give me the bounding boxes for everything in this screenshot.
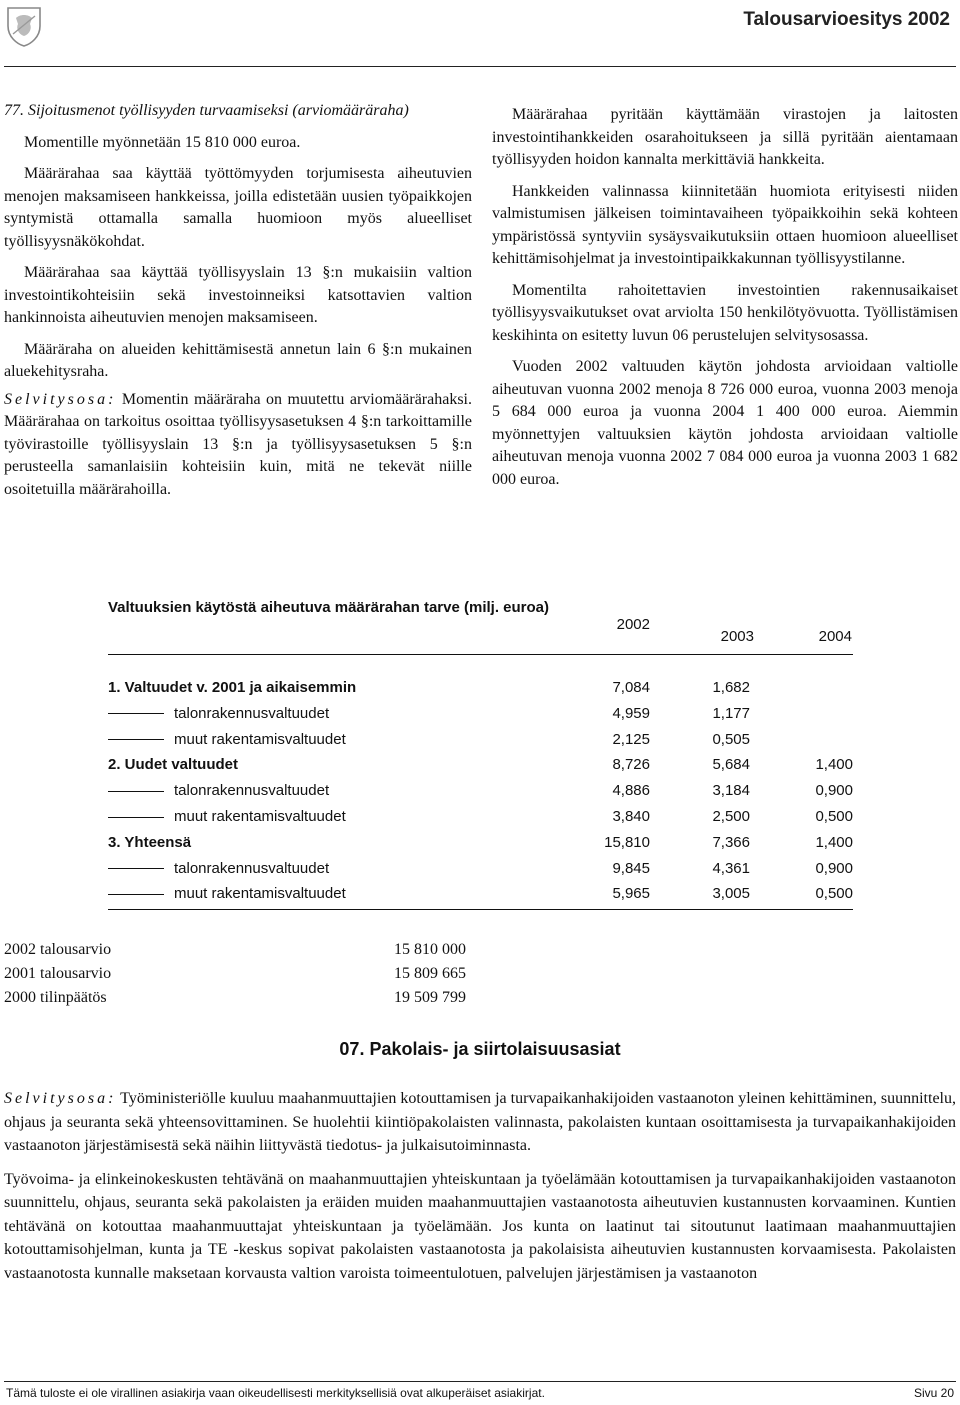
row-label-text: 3. Yhteensä bbox=[108, 833, 192, 851]
cell-2004: 1,400 bbox=[815, 833, 853, 851]
cell-2002: 7,084 bbox=[612, 679, 650, 696]
cell-2003: 0,505 bbox=[712, 730, 750, 748]
cell-2003: 3,005 bbox=[712, 885, 750, 903]
left-column bbox=[4, 100, 472, 510]
paragraph: Määräraha on alueiden kehittämisestä annetun lain 6 §:n mukainen aluekehitysraha. bbox=[4, 340, 472, 380]
cell-2003: 1,177 bbox=[712, 704, 750, 722]
row-label-text: muut rakentamisvaltuudet bbox=[174, 730, 346, 748]
table-header-2003: 2003 bbox=[720, 628, 754, 645]
document-title: Talousarvioesitys 2002 bbox=[743, 9, 950, 30]
section-body bbox=[4, 1087, 956, 1295]
right-column bbox=[492, 104, 958, 500]
row-label bbox=[108, 679, 356, 696]
table-row bbox=[108, 753, 853, 779]
budget-label: 2000 tilinpäätös bbox=[4, 989, 107, 1006]
table-header-2002: 2002 bbox=[616, 616, 650, 633]
dash-line bbox=[108, 894, 164, 895]
row-label bbox=[108, 731, 346, 748]
selvitysosa-text: Momentin määräraha on muutettu arviomäärärahaksi. Määrärahaa on tarkoitus osoittaa työllisyysasetuksen 4 §:n tarkoittamille työvirastoille työllisyyslain 13 §:n ja työllisyysasetuksen 5 §:n perusteella samanlaisiin kohteisiin kuin, mitä ne tekevät niille osoitetuilla määrärahoilla. bbox=[4, 390, 472, 498]
paragraph: Momentille myönnetään 15 810 000 euroa. bbox=[24, 133, 301, 151]
budget-label: 2002 talousarvio bbox=[4, 941, 112, 958]
row-label bbox=[108, 808, 346, 825]
cell-2004: 1,400 bbox=[815, 756, 853, 774]
table-row bbox=[108, 882, 853, 908]
paragraph: Määrärahaa saa käyttää työllisyyslain 13 §:n mukaisiin valtion investointikohteisiin sekä investoinneiksi katsottavien valtion hankinnoista aiheutuvien menojen maksamiseen. bbox=[4, 264, 472, 326]
dash-line bbox=[108, 817, 164, 818]
table-row bbox=[108, 857, 853, 883]
cell-2002: 4,886 bbox=[612, 782, 650, 800]
row-label-text: talonrakennusvaltuudet bbox=[174, 782, 330, 800]
table-header-2004: 2004 bbox=[818, 628, 852, 645]
paragraph: Määrärahaa pyritään käyttämään virastojen ja laitosten investointihankkeiden osarahoitukseen ja sillä pyritään aientamaan työllisyyden hoidon kannalta merkittäviä hankkeita. bbox=[492, 106, 958, 168]
dash-line bbox=[108, 713, 164, 714]
cell-2003: 5,684 bbox=[712, 756, 750, 774]
row-label-text: talonrakennusvaltuudet bbox=[174, 704, 330, 722]
row-label-text: 2. Uudet valtuudet bbox=[108, 756, 239, 774]
cell-2004: 0,900 bbox=[815, 782, 853, 800]
paragraph: Hankkeiden valinnassa kiinnitetään huomiota erityisesti niiden valmistumisen jälkeisen toimintavaiheen työpaikkoihin sekä kohteen ympäristössä syntyviin sysäysvaikutuksiin ottaen huomioon alueelliset kehittämisohjelmat ja investointipaikkakunnan työllisyystilanne. bbox=[492, 182, 958, 267]
row-label bbox=[108, 782, 329, 799]
coat-of-arms-logo-icon bbox=[4, 4, 44, 48]
header-divider bbox=[4, 66, 956, 67]
cell-2003: 7,366 bbox=[712, 833, 750, 851]
cell-2002: 3,840 bbox=[612, 808, 650, 825]
table-row bbox=[108, 779, 853, 805]
dash-line bbox=[108, 868, 164, 869]
row-label-text: muut rakentamisvaltuudet bbox=[174, 808, 346, 825]
table-row bbox=[108, 728, 853, 754]
paragraph: Vuoden 2002 valtuuden käytön johdosta arvioidaan valtiolle aiheutuvan vuonna 2002 menoja 8 726 000 euroa, vuonna 2003 menoja 5 684 000 euroa ja vuonna 2004 1 400 000 euroa. Aiemmin myönnettyjen valtuuksien käytön johdosta arvioidaan valtiolle aiheutuvan menoja vuonna 2002 7 084 000 euroa ja vuonna 2003 1 682 000 euroa. bbox=[492, 358, 958, 488]
row-label-text: talonrakennusvaltuudet bbox=[174, 859, 330, 877]
selvitysosa-paragraph bbox=[4, 1087, 956, 1158]
row-label-text: muut rakentamisvaltuudet bbox=[174, 885, 346, 903]
row-label-text: 1. Valtuudet v. 2001 ja aikaisemmin bbox=[108, 679, 357, 696]
cell-2003: 1,682 bbox=[712, 679, 750, 696]
table-bottom-rule bbox=[108, 909, 853, 910]
page-number: Sivu 20 bbox=[913, 1386, 954, 1400]
cell-2002: 9,845 bbox=[612, 859, 650, 877]
section-heading: 07. Pakolais- ja siirtolaisuusasiat bbox=[339, 1039, 621, 1059]
budget-label: 2001 talousarvio bbox=[4, 965, 112, 982]
cell-2004: 0,500 bbox=[815, 808, 853, 825]
cell-2004: 0,900 bbox=[815, 859, 853, 877]
dash-line bbox=[108, 739, 164, 740]
cell-2002: 4,959 bbox=[612, 704, 650, 722]
row-label bbox=[108, 705, 329, 722]
paragraph: Työvoima- ja elinkeinokeskusten tehtävänä on maahanmuuttajien yhteiskuntaan ja työelämään kotouttamisen ja turvapaikanhakijoiden vastaanoton suunnittelu, ohjaus, seuranta sekä pakolaisten ja eräiden muiden maahanmuuttajien vastaanotosta aiheutuvien kustannusten korvaaminen. Kuntien tehtävänä on kotouttaa maahanmuuttajat yhteiskuntaan ja työelämään. Jos kunta on laatinut tai sitoutunut laatimaan maahanmuuttajien kotouttamisohjelman, kunta ja TE -keskus sopivat pakolaisten vastaanotosta ja pakolaisista aiheutuvien kustannusten korvaamisesta. Pakolaisten vastaanotosta kunnalle maksetaan korvausta valtion varoista toimeentulotuen, palvelujen järjestämisen ja vastaanoton bbox=[4, 1170, 956, 1282]
table-row bbox=[108, 702, 853, 728]
paragraph: Momentilta rahoitettavien investointien rakennusaikaiset työllisyysvaikutukset ovat arviolta 150 henkilötyövuotta. Työllistämisen keskihinta on esitetty luvun 06 perustelujen selvitysosassa. bbox=[492, 281, 958, 344]
row-label bbox=[108, 860, 329, 877]
selvitysosa-label: Selvitysosa: bbox=[4, 390, 117, 408]
cell-2003: 3,184 bbox=[712, 782, 750, 800]
budget-value: 15 810 000 bbox=[394, 941, 466, 958]
cell-2003: 4,361 bbox=[712, 859, 750, 877]
budget-value: 15 809 665 bbox=[394, 965, 466, 982]
table-row bbox=[108, 831, 853, 857]
table-row bbox=[108, 805, 853, 831]
cell-2002: 5,965 bbox=[612, 885, 650, 903]
cell-2004: 0,500 bbox=[815, 885, 853, 903]
selvitysosa-text: Työministeriölle kuuluu maahanmuuttajien kotouttamisen ja turvapaikanhakijoiden vastaanoton yleinen kehittäminen, suunnittelu, ohjaus ja seuranta sekä yhteensovittaminen. Se huolehtii kiintiöpakolaisten valinnasta, pakolaisten kuntaan osoittamisesta ja turvapaikanhakijoiden vastaanoton järjestämisestä sekä näihin liittyvästä tiedotus- ja julkaisutoiminnasta. bbox=[4, 1090, 956, 1154]
budget-value: 19 509 799 bbox=[394, 989, 466, 1006]
footer-note: Tämä tuloste ei ole virallinen asiakirja vaan oikeudellisesti merkityksellisiä ovat alkuperäiset asiakirjat. bbox=[6, 1386, 545, 1400]
cell-2002: 2,125 bbox=[612, 730, 650, 748]
row-label bbox=[108, 885, 346, 902]
cell-2002: 8,726 bbox=[612, 756, 650, 774]
dash-line bbox=[108, 791, 164, 792]
row-label bbox=[108, 834, 191, 851]
footer-divider bbox=[4, 1381, 956, 1382]
table-header-rule bbox=[108, 654, 853, 655]
selvitysosa-paragraph bbox=[4, 389, 472, 502]
row-label bbox=[108, 756, 238, 773]
cell-2003: 2,500 bbox=[712, 808, 750, 825]
item-heading: 77. Sijoitusmenot työllisyyden turvaamiseksi (arviomääräraha) bbox=[4, 102, 409, 119]
cell-2002: 15,810 bbox=[604, 833, 650, 851]
table-row bbox=[108, 676, 853, 702]
table-title: Valtuuksien käytöstä aiheutuva määrärahan tarve (milj. euroa) bbox=[108, 599, 550, 616]
selvitysosa-label: Selvitysosa: bbox=[4, 1090, 117, 1107]
paragraph: Määrärahaa saa käyttää työttömyyden torjumisesta aiheutuvien menojen maksamiseen hankkeissa, joilla edistetään uusien työpaikkojen syntymistä ottamalla samalla huomioon myös alueelliset työllisyysnäkökohdat. bbox=[4, 165, 472, 250]
